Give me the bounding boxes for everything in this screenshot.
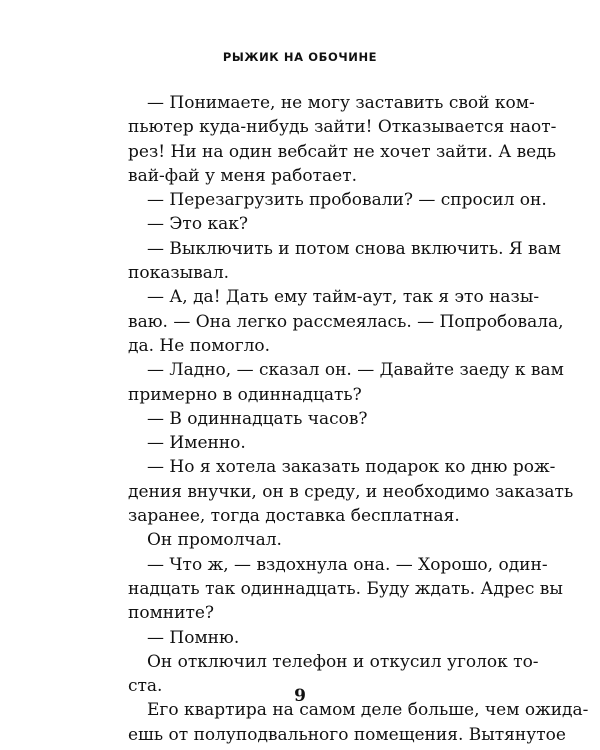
text-line: — Что ж, — вздохнула она. — Хорошо, один- <box>147 554 548 575</box>
text-line: рез! Ни на один вебсайт не хочет зайти. А ведь <box>128 141 556 162</box>
body-text <box>128 91 589 747</box>
text-line: Его квартира на самом деле больше, чем ожида- <box>147 700 589 721</box>
text-line: да. Не помогло. <box>128 335 271 356</box>
text-line: вай-фай у меня работает. <box>128 165 358 186</box>
text-line: — Перезагрузить пробовали? — спросил он. <box>147 190 547 211</box>
text-line: — Но я хотела заказать подарок ко дню рож- <box>147 457 556 478</box>
page-number: 9 <box>294 686 306 706</box>
text-line: показывал. <box>128 263 230 284</box>
text-line: заранее, тогда доставка бесплатная. <box>128 506 460 527</box>
text-line: — Понимаете, не могу заставить свой ком- <box>147 93 535 113</box>
text-line: — Помню. <box>147 627 240 648</box>
text-line: ешь от полуподвального помещения. Вытянутое <box>128 724 566 745</box>
text-line: дения внучки, он в среду, и необходимо заказать <box>128 481 574 502</box>
text-line: — А, да! Дать ему тайм-аут, так я это назы- <box>147 287 540 308</box>
text-line: ваю. — Она легко рассмеялась. — Попробовала, <box>128 311 564 332</box>
running-head: РЫЖИК НА ОБОЧИНЕ <box>222 50 378 64</box>
text-line: пьютер куда-нибудь зайти! Отказывается наот- <box>128 117 557 138</box>
text-line: помните? <box>128 603 215 624</box>
text-line: Он промолчал. <box>147 530 282 551</box>
text-line: надцать так одиннадцать. Буду ждать. Адрес вы <box>128 578 563 599</box>
text-line: — Выключить и потом снова включить. Я вам <box>147 238 561 259</box>
text-line: — В одиннадцать часов? <box>147 408 368 429</box>
text-line: ста. <box>128 676 163 697</box>
text-line: примерно в одиннадцать? <box>128 384 362 405</box>
text-line: — Это как? <box>147 214 248 235</box>
text-line: — Именно. <box>147 433 246 454</box>
text-line: Он отключил телефон и откусил уголок то- <box>147 651 539 672</box>
text-line: — Ладно, — сказал он. — Давайте заеду к вам <box>147 360 564 381</box>
